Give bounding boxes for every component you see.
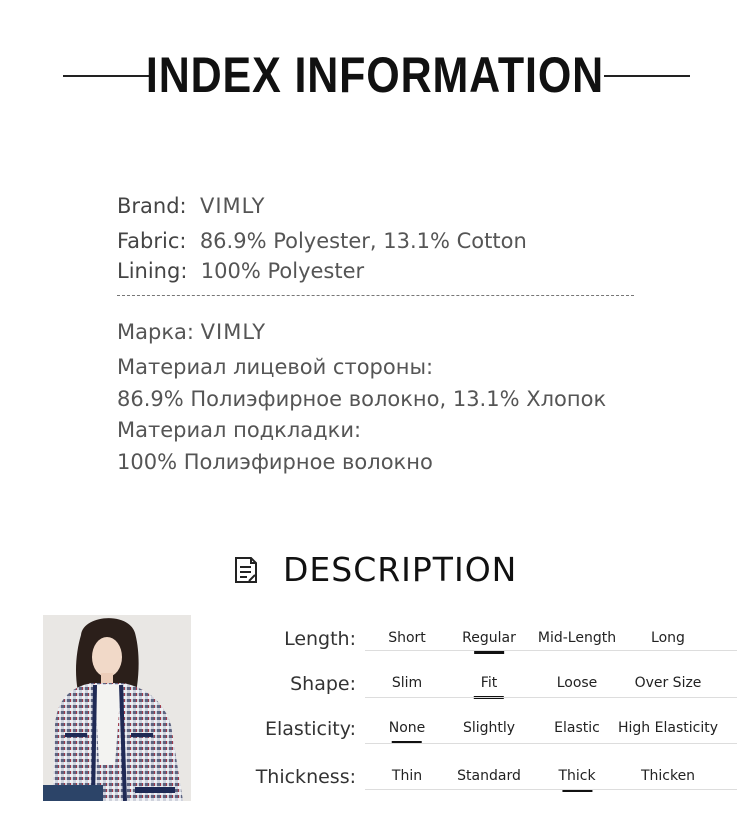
product-photo: [43, 615, 191, 801]
attribute-label: Length:: [284, 628, 356, 650]
title-right-rule: [604, 75, 690, 77]
attribute-option: Short: [388, 630, 426, 646]
ru-lining-value: 100% Полиэфирное волокно: [117, 450, 433, 474]
attribute-option: Slightly: [462, 720, 516, 736]
row-divider: [365, 650, 737, 651]
attribute-option: Thin: [391, 768, 423, 784]
fabric-label: Fabric:: [117, 229, 187, 253]
document-icon: [233, 556, 259, 588]
attribute-option: High Elasticity: [618, 720, 718, 736]
ru-fabric-label: Материал лицевой стороны:: [117, 355, 434, 379]
attribute-option: Slim: [391, 675, 423, 691]
attribute-option: Loose: [556, 675, 598, 691]
lining-row: [117, 259, 364, 283]
attribute-option-selected: None: [388, 720, 426, 736]
fabric-value: 86.9% Polyester, 13.1% Cotton: [199, 229, 527, 253]
attribute-label: Thickness:: [255, 766, 356, 788]
row-divider: [365, 789, 737, 790]
ru-brand-row: [117, 320, 266, 344]
brand-label: Brand:: [117, 194, 187, 218]
row-divider: [365, 743, 737, 744]
row-divider: [365, 697, 737, 698]
fabric-row: [117, 229, 527, 253]
lining-value: 100% Polyester: [200, 259, 365, 283]
attribute-label: Elasticity:: [265, 718, 356, 740]
attribute-option-selected: Fit: [480, 675, 498, 691]
attribute-option: Long: [651, 630, 685, 646]
attribute-label: Shape:: [290, 673, 356, 695]
lining-label: Lining:: [117, 259, 188, 283]
attribute-option: Over Size: [634, 675, 702, 691]
ru-fabric-value: 86.9% Полиэфирное волокно, 13.1% Хлопок: [117, 387, 607, 411]
description-title: DESCRIPTION: [283, 550, 518, 589]
page-title: INDEX INFORMATION: [145, 47, 605, 103]
attribute-option: Mid-Length: [537, 630, 617, 646]
attribute-option-selected: Regular: [462, 630, 516, 646]
attribute-option: Elastic: [554, 720, 600, 736]
attribute-option: Thicken: [640, 768, 696, 784]
attribute-option-selected: Thick: [558, 768, 596, 784]
dashed-divider: [117, 295, 634, 296]
ru-lining-label: Материал подкладки:: [117, 418, 362, 442]
brand-value: VIMLY: [199, 194, 266, 218]
attribute-option: Standard: [457, 768, 521, 784]
ru-brand-value: VIMLY: [200, 320, 267, 344]
ru-brand-label: Марка:: [117, 320, 194, 344]
brand-row: [117, 194, 265, 218]
